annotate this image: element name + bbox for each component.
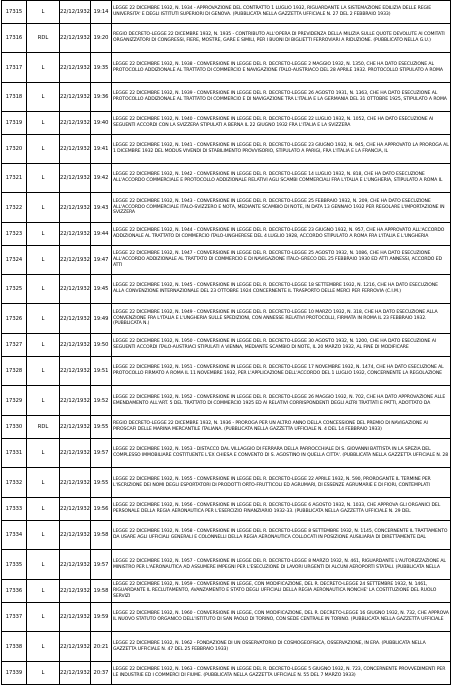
act-type-cell: L bbox=[27, 357, 60, 386]
record-number-cell: 17327 bbox=[2, 334, 27, 357]
record-number-cell: 17333 bbox=[2, 498, 27, 521]
time-cell: 20:21 bbox=[91, 632, 112, 662]
table-row bbox=[2, 275, 451, 304]
record-number-cell: 17320 bbox=[2, 135, 27, 164]
act-type-cell: L bbox=[27, 468, 60, 498]
description-cell: LEGGE 22 DICEMBRE 1932, N. 1942 - CONVERSIONE IN LEGGE DEL R. DECRETO-LEGGE 14 LUGLIO 1932, N. 818, CHE HA DATO ESECUZIONE ALL'ACCORDO COMMERCIALE E PROTOCOLLO ADDIZIONALE RELATIVI AGLI SCAMBI COMMERCIALI FRA L'ITALIA E L'UNGHERIA, STIPULATO A ROMA IL bbox=[112, 164, 451, 193]
description-cell: LEGGE 22 DICEMBRE 1932, N. 1941 - CONVERSIONE IN LEGGE DEL R. DECRETO-LEGGE 23 GIUGNO 1932, N. 945, CHE HA APPROVATO LA PROROGA AL 1 DICEMBRE 1932 DEL MODUS VIVENDI DI STABILIMENTO PROVVISORIO, STIPULATO A PARIGI, FRA L'ITALIA E LA FRANCIA, IL bbox=[112, 135, 451, 164]
description-cell: LEGGE 22 DICEMBRE 1932, N. 1939 - CONVERSIONE IN LEGGE DEL R. DECRETO-LEGGE 26 AGOSTO 1931, N. 1363, CHE HA DATO ESECUZIONE AL PROTOCOLLO ADDIZIONALE AL TRATTATO DI COMMERCIO E DI NAVIGAZIONE TRA L'ITALIA E LA GERMANIA DEL 31 OTTOBRE 1925, STIPULATO A ROMA bbox=[112, 83, 451, 112]
table-row bbox=[2, 468, 451, 498]
time-cell: 19:44 bbox=[91, 223, 112, 246]
date-cell: 22/12/1932 bbox=[60, 275, 91, 304]
table-row bbox=[2, 632, 451, 662]
description-cell: LEGGE 22 DICEMBRE 1932, N. 1958 - CONVERSIONE IN LEGGE DEL R. DECRETO-LEGGE 8 SETTEMBRE 1932, N. 1145, CONCERNENTE IL TRATTAMENTO DA USARE AGLI UFFICIALI GENERALI E COLONNELLI DELLA REGIA AERONAUTICA COLLOCATI IN POSIZIONE AUSILIARIA DI DIRETTAMENTE DAL bbox=[112, 521, 451, 550]
date-cell: 22/12/1932 bbox=[60, 135, 91, 164]
time-cell: 19:36 bbox=[91, 83, 112, 112]
table-row bbox=[2, 304, 451, 334]
description-cell: LEGGE 22 DICEMBRE 1932, N. 1960 - CONVERSIONE IN LEGGE, CON MODIFICAZIONE, DEL R. DECRETO-LEGGE 16 GIUGNO 1932, N. 732, CHE APPROVA IL NUOVO STATUTO ORGANICO DELL'ISTITUTO DI SAN PAOLO DI TORINO, CON SEDE CENTRALE IN TORINO. (PUBBLICATA NELLA GAZZETTA UFFICIALE bbox=[112, 603, 451, 632]
time-cell: 19:49 bbox=[91, 304, 112, 334]
record-number-cell: 17336 bbox=[2, 580, 27, 603]
table-row bbox=[2, 334, 451, 357]
records-table bbox=[1, 0, 451, 685]
record-number-cell: 17316 bbox=[2, 24, 27, 53]
description-cell: LEGGE 22 DICEMBRE 1932, N. 1940 - CONVERSIONE IN LEGGE DEL R. DECRETO-LEGGE 22 LUGLIO 1932, N. 1052, CHE HA DATO ESECUZIONE AI SEGUENTI ACCORDI CON LA SVIZZERA STIPULATI A BERNA IL 22 GIUGNO 1932 FRA L'ITALIA E LA SVIZZERA bbox=[112, 112, 451, 135]
description-cell: LEGGE 22 DICEMBRE 1932, N. 1959 - CONVERSIONE IN LEGGE, CON MODIFICAZIONE, DEL R. DECRETO-LEGGE 24 SETTEMBRE 1932, N. 1461, RIGUARDANTE IL RECLUTAMENTO, AVANZAMENTO E STATO DEGLI UFFICIALI DELLA REGIA AERONAUTICA NONCHE' LA COSTITUZIONE DEL RUOLO SERVIZI bbox=[112, 580, 451, 603]
time-cell: 19:45 bbox=[91, 275, 112, 304]
date-cell: 22/12/1932 bbox=[60, 498, 91, 521]
date-cell: 22/12/1932 bbox=[60, 193, 91, 223]
records-sheet bbox=[1, 0, 450, 678]
description-cell: LEGGE 22 DICEMBRE 1932, N. 1949 - CONVERSIONE IN LEGGE DEL R. DECRETO-LEGGE 10 MARZO 1932, N. 318, CHE HA DATO ESECUZIONE ALLA CONVENZIONE FRA L'ITALIA E L'UNGHERIA SULLE SPEDIZIONI, CON ANNESSE RELATIVI PROTOCOLLI, FIRMATA IN ROMA IL 23 FEBBRAIO 1932. (PUBBLICATA N.) bbox=[112, 304, 451, 334]
time-cell: 19:56 bbox=[91, 498, 112, 521]
act-type-cell: L bbox=[27, 580, 60, 603]
date-cell: 22/12/1932 bbox=[60, 632, 91, 662]
date-cell: 22/12/1932 bbox=[60, 662, 91, 685]
date-cell: 22/12/1932 bbox=[60, 468, 91, 498]
records-table-body bbox=[2, 1, 451, 685]
time-cell: 19:14 bbox=[91, 1, 112, 24]
time-cell: 19:58 bbox=[91, 521, 112, 550]
time-cell: 19:47 bbox=[91, 246, 112, 275]
date-cell: 22/12/1932 bbox=[60, 164, 91, 193]
time-cell: 19:52 bbox=[91, 386, 112, 416]
act-type-cell: L bbox=[27, 193, 60, 223]
act-type-cell: L bbox=[27, 304, 60, 334]
record-number-cell: 17318 bbox=[2, 83, 27, 112]
date-cell: 22/12/1932 bbox=[60, 304, 91, 334]
date-cell: 22/12/1932 bbox=[60, 334, 91, 357]
act-type-cell: L bbox=[27, 246, 60, 275]
record-number-cell: 17331 bbox=[2, 439, 27, 468]
time-cell: 19:50 bbox=[91, 334, 112, 357]
record-number-cell: 17339 bbox=[2, 662, 27, 685]
act-type-cell: L bbox=[27, 1, 60, 24]
record-number-cell: 17334 bbox=[2, 521, 27, 550]
description-cell: LEGGE 22 DICEMBRE 1932, N. 1950 - CONVERSIONE IN LEGGE DEL R. DECRETO-LEGGE 30 AGOSTO 1932, N. 1200, CHE HA DATO ESECUZIONE AI SEGUENTI ACCORDI ITALO-AUSTRIACI STIPULATI A VIENNA, MEDIANTE SCAMBIO DI NOTE, IL 20 MARZO 1932, AL FINE DI MODIFICARE bbox=[112, 334, 451, 357]
act-type-cell: L bbox=[27, 223, 60, 246]
act-type-cell: L bbox=[27, 112, 60, 135]
record-number-cell: 17317 bbox=[2, 53, 27, 83]
record-number-cell: 17315 bbox=[2, 1, 27, 24]
time-cell: 19:55 bbox=[91, 468, 112, 498]
record-number-cell: 17319 bbox=[2, 112, 27, 135]
record-number-cell: 17330 bbox=[2, 416, 27, 439]
act-type-cell: L bbox=[27, 83, 60, 112]
record-number-cell: 17328 bbox=[2, 357, 27, 386]
record-number-cell: 17324 bbox=[2, 246, 27, 275]
table-row bbox=[2, 83, 451, 112]
description-cell: LEGGE 22 DICEMBRE 1932, N. 1947 - CONVERSIONE IN LEGGE DEL R. DECRETO-LEGGE 25 AGOSTO 1932, N. 1086, CHE HA DATO ESECUZIONE ALL'ACCORDO ADDIZIONALE AL TRATTATO DI COMMERCIO E DI NAVIGAZIONE ITALO-GRECO DEL 25 FEBBRAIO 1930 ED ATTI ANNESSI, ACCORDO ED ATTI bbox=[112, 246, 451, 275]
act-type-cell: L bbox=[27, 334, 60, 357]
date-cell: 22/12/1932 bbox=[60, 357, 91, 386]
time-cell: 19:58 bbox=[91, 580, 112, 603]
table-row bbox=[2, 439, 451, 468]
date-cell: 22/12/1932 bbox=[60, 439, 91, 468]
act-type-cell: L bbox=[27, 164, 60, 193]
table-row bbox=[2, 498, 451, 521]
description-cell: REGIO DECRETO-LEGGE 22 DICEMBRE 1932, N. 1936 - PROROGA PER UN ALTRO ANNO DELLA CONCESSIONE DEL PREMIO DI NAVIGAZIONE AI PIROSCAFI DELLE MARINA MERCANTILE ITALIANA. (PUBBLICATA NELLA GAZZETTA UFFICIALE N. 4 DEL 14 FEBBRAIO 1933) bbox=[112, 416, 451, 439]
date-cell: 22/12/1932 bbox=[60, 83, 91, 112]
table-row bbox=[2, 662, 451, 685]
time-cell: 19:42 bbox=[91, 164, 112, 193]
table-row bbox=[2, 135, 451, 164]
description-cell: LEGGE 22 DICEMBRE 1932, N. 1953 - DISTACCO DAL VILLAGGIO DI FERRARA DELLA PARROCCHIALE DI S. GIOVANNI BATTISTA IN LA SPEZIA DEL COMPLESSO IMMOBILIARE COSTITUENTE L'EX CHIESA E CONVENTO DI S. AGOSTINO IN QUELLA CITTA'. (PUBBLICATA NELLA GAZZETTA UFFICIALE N. 28 bbox=[112, 439, 451, 468]
description-cell: LEGGE 22 DICEMBRE 1932, N. 1963 - CONVERSIONE IN LEGGE DEL R. DECRETO-LEGGE 5 GIUGNO 1932, N. 723, CONCERNENTE PROVVEDIMENTI PER LE INDUSTRIE ED I COMMERCI DI FIUME. (PUBBLICATA NELLA GAZZETTA UFFICIALE N. 55 DEL 7 MARZO 1933) bbox=[112, 662, 451, 685]
description-cell: LEGGE 22 DICEMBRE 1932, N. 1938 - CONVERSIONE IN LEGGE DEL R. DECRETO-LEGGE 2 MAGGIO 1932, N. 1350, CHE HA DATO ESECUZIONE AL PROTOCOLLO ADDIZIONALE AL TRATTATO DI COMMERCIO E NAVIGAZIONE ITALO-AUSTRIACO DEL 28 APRILE 1932. PROTOCOLLO STIPULATO A ROMA bbox=[112, 53, 451, 83]
act-type-cell: L bbox=[27, 632, 60, 662]
table-row bbox=[2, 246, 451, 275]
time-cell: 19:20 bbox=[91, 24, 112, 53]
table-row bbox=[2, 550, 451, 580]
record-number-cell: 17321 bbox=[2, 164, 27, 193]
description-cell: LEGGE 22 DICEMBRE 1932, N. 1956 - CONVERSIONE IN LEGGE DEL R. DECRETO-LEGGE 6 AGOSTO 1932, N. 1033, CHE APPROVA GLI ORGANICI DEL PERSONALE DELLA REGIA AERONAUTICA PER L'ESERCIZIO FINANZIARIO 1932-33. (PUBBLICATA NELLA GAZZETTA UFFICIALE N. 29 DEL bbox=[112, 498, 451, 521]
time-cell: 19:51 bbox=[91, 357, 112, 386]
date-cell: 22/12/1932 bbox=[60, 550, 91, 580]
description-cell: LEGGE 22 DICEMBRE 1932, N. 1934 - APPROVAZIONE DEL CONTRATTO 1 LUGLIO 1932, RIGUARDANTE LA SISTEMAZIONE EDILIZIA DELLE REGIE UNIVERSITA' E DEGLI ISTITUTI SUPERIORI DI GENOVA. (PUBBLICATA NELLA GAZZETTA UFFICIALE N. 27 DEL 2 FEBBRAIO 1933) bbox=[112, 1, 451, 24]
date-cell: 22/12/1932 bbox=[60, 386, 91, 416]
table-row bbox=[2, 164, 451, 193]
table-row bbox=[2, 521, 451, 550]
date-cell: 22/12/1932 bbox=[60, 53, 91, 83]
date-cell: 22/12/1932 bbox=[60, 416, 91, 439]
table-row bbox=[2, 357, 451, 386]
time-cell: 19:57 bbox=[91, 439, 112, 468]
act-type-cell: L bbox=[27, 662, 60, 685]
table-row bbox=[2, 1, 451, 24]
table-row bbox=[2, 53, 451, 83]
act-type-cell: L bbox=[27, 135, 60, 164]
table-row bbox=[2, 193, 451, 223]
description-cell: LEGGE 22 DICEMBRE 1932, N. 1945 - CONVERSIONE IN LEGGE DEL R. DECRETO-LEGGE 18 SETTEMBRE 1932, N. 1216, CHE HA DATO ESECUZIONE ALLA CONVENZIONE INTERNAZIONALE DEL 23 OTTOBRE 1924 CONCERNENTE IL TRASPORTO DELLE MERCI PER FERROVIA (C.I.M.) bbox=[112, 275, 451, 304]
time-cell: 19:59 bbox=[91, 603, 112, 632]
date-cell: 22/12/1932 bbox=[60, 112, 91, 135]
description-cell: LEGGE 22 DICEMBRE 1932, N. 1943 - CONVERSIONE IN LEGGE DEL R. DECRETO-LEGGE 25 FEBBRAIO 1932, N. 209, CHE HA DATO ESECUZIONE ALL'ACCORDO COMMERCIALE ITALO-SVIZZERO E NOTA, MEDIANTE SCAMBIO DI NOTE, IN DATA 13 GENNAIO 1932 PER REGOLARE L'IMPORTAZIONE IN SVIZZERA bbox=[112, 193, 451, 223]
record-number-cell: 17325 bbox=[2, 275, 27, 304]
time-cell: 20:37 bbox=[91, 662, 112, 685]
description-cell: REGIO DECRETO-LEGGE 22 DICEMBRE 1932, N. 1935 - CONTRIBUTO ALL'OPERA DI PREVIDENZA DELLA MILIZIA SULLE QUOTE DEVOLUTE AI COMITATI ORGANIZZATORI DI CONGRESSI, FIERE, MOSTRE, GARE E SIMILI, PER I BUONI DI BIGLIETTI FERROVIARI A RIDUZIONE. (PUBBLICATO NELLA G.U.) bbox=[112, 24, 451, 53]
act-type-cell: L bbox=[27, 275, 60, 304]
record-number-cell: 17323 bbox=[2, 223, 27, 246]
act-type-cell: L bbox=[27, 521, 60, 550]
date-cell: 22/12/1932 bbox=[60, 223, 91, 246]
record-number-cell: 17322 bbox=[2, 193, 27, 223]
description-cell: LEGGE 22 DICEMBRE 1932, N. 1952 - CONVERSIONE IN LEGGE DEL R. DECRETO-LEGGE 26 MAGGIO 1932, N. 702, CHE HA DATO APPROVAZIONE ALLE EMENDAMENTO ALL'ART. 5 DEL TRATTATO DI COMMERCIO 1925 ED AI RELATIVI CORRISPONDENTI DEGLI ALTRI TRATTATI E PATTI, ADOTTATO DA bbox=[112, 386, 451, 416]
act-type-cell: RDL bbox=[27, 24, 60, 53]
act-type-cell: L bbox=[27, 498, 60, 521]
time-cell: 19:43 bbox=[91, 193, 112, 223]
date-cell: 22/12/1932 bbox=[60, 1, 91, 24]
description-cell: LEGGE 22 DICEMBRE 1932, N. 1944 - CONVERSIONE IN LEGGE DEL R. DECRETO-LEGGE 23 GIUGNO 1932, N. 957, CHE HA APPROVATO ALL'ACCORDO ADDIZIONALE AL TRATTATO DI COMMERCIO ITALO-UNGHERESE DEL 4 LUGLIO 1928, ACCORDO STIPULATO A ROMA FRA L'ITALIA E L'UNGHERIA bbox=[112, 223, 451, 246]
description-cell: LEGGE 22 DICEMBRE 1932, N. 1951 - CONVERSIONE IN LEGGE DEL R. DECRETO-LEGGE 17 NOVEMBRE 1932, N. 1474, CHE HA DATO ESECUZIONE AL PROTOCOLLO FIRMATO A ROMA IL 11 NOVEMBRE 1932, PER L'APPLICAZIONE DELL'ACCORDO DEL 1 LUGLIO 1932, CONCERNENTE LA REGOLAZIONE bbox=[112, 357, 451, 386]
record-number-cell: 17337 bbox=[2, 603, 27, 632]
table-row bbox=[2, 580, 451, 603]
time-cell: 19:41 bbox=[91, 135, 112, 164]
table-row bbox=[2, 24, 451, 53]
table-row bbox=[2, 386, 451, 416]
record-number-cell: 17332 bbox=[2, 468, 27, 498]
table-row bbox=[2, 416, 451, 439]
record-number-cell: 17326 bbox=[2, 304, 27, 334]
table-row bbox=[2, 112, 451, 135]
table-row bbox=[2, 603, 451, 632]
record-number-cell: 17338 bbox=[2, 632, 27, 662]
date-cell: 22/12/1932 bbox=[60, 580, 91, 603]
date-cell: 22/12/1932 bbox=[60, 603, 91, 632]
description-cell: LEGGE 22 DICEMBRE 1932, N. 1957 - CONVERSIONE IN LEGGE DEL R. DECRETO-LEGGE 8 MARZO 1932, N. 461, RIGUARDANTE L'AUTORIZZAZIONE AL MINISTRO PER L'AERONAUTICA AD ASSUMERE IMPEGNI PER L'ESECUZIONE DI LAVORI URGENTI DI ALCUNI AEROPORTI STATALI. (PUBBLICATA NELLA bbox=[112, 550, 451, 580]
date-cell: 22/12/1932 bbox=[60, 246, 91, 275]
act-type-cell: L bbox=[27, 550, 60, 580]
table-row bbox=[2, 223, 451, 246]
date-cell: 22/12/1932 bbox=[60, 521, 91, 550]
act-type-cell: L bbox=[27, 603, 60, 632]
record-number-cell: 17329 bbox=[2, 386, 27, 416]
act-type-cell: L bbox=[27, 439, 60, 468]
act-type-cell: RDL bbox=[27, 416, 60, 439]
act-type-cell: L bbox=[27, 53, 60, 83]
time-cell: 19:40 bbox=[91, 112, 112, 135]
time-cell: 19:57 bbox=[91, 550, 112, 580]
date-cell: 22/12/1932 bbox=[60, 24, 91, 53]
act-type-cell: L bbox=[27, 386, 60, 416]
record-number-cell: 17335 bbox=[2, 550, 27, 580]
description-cell: LEGGE 22 DICEMBRE 1932, N. 1962 - FONDAZIONE DI UN OSSERVATORIO DI COSMOGEOFISICA, OSSERVAZIONE, IN ERA. (PUBBLICATA NELLA GAZZETTA UFFICIALE N. 47 DEL 25 FEBBRAIO 1933) bbox=[112, 632, 451, 662]
time-cell: 19:55 bbox=[91, 416, 112, 439]
description-cell: LEGGE 22 DICEMBRE 1932, N. 1955 - CONVERSIONE IN LEGGE DEL R. DECRETO-LEGGE 22 APRILE 1932, N. 590, PROROGANTE IL TERMINE PER L'ISCRIZIONE DEI NOMI DEGLI ESPORTATORI DI PRODOTTI ORTO-FRUTTICOLI ED AGRUMARI, DI ESSENZE AGRUMARIE E DI FIORI, CONTEMPLATI bbox=[112, 468, 451, 498]
time-cell: 19:35 bbox=[91, 53, 112, 83]
